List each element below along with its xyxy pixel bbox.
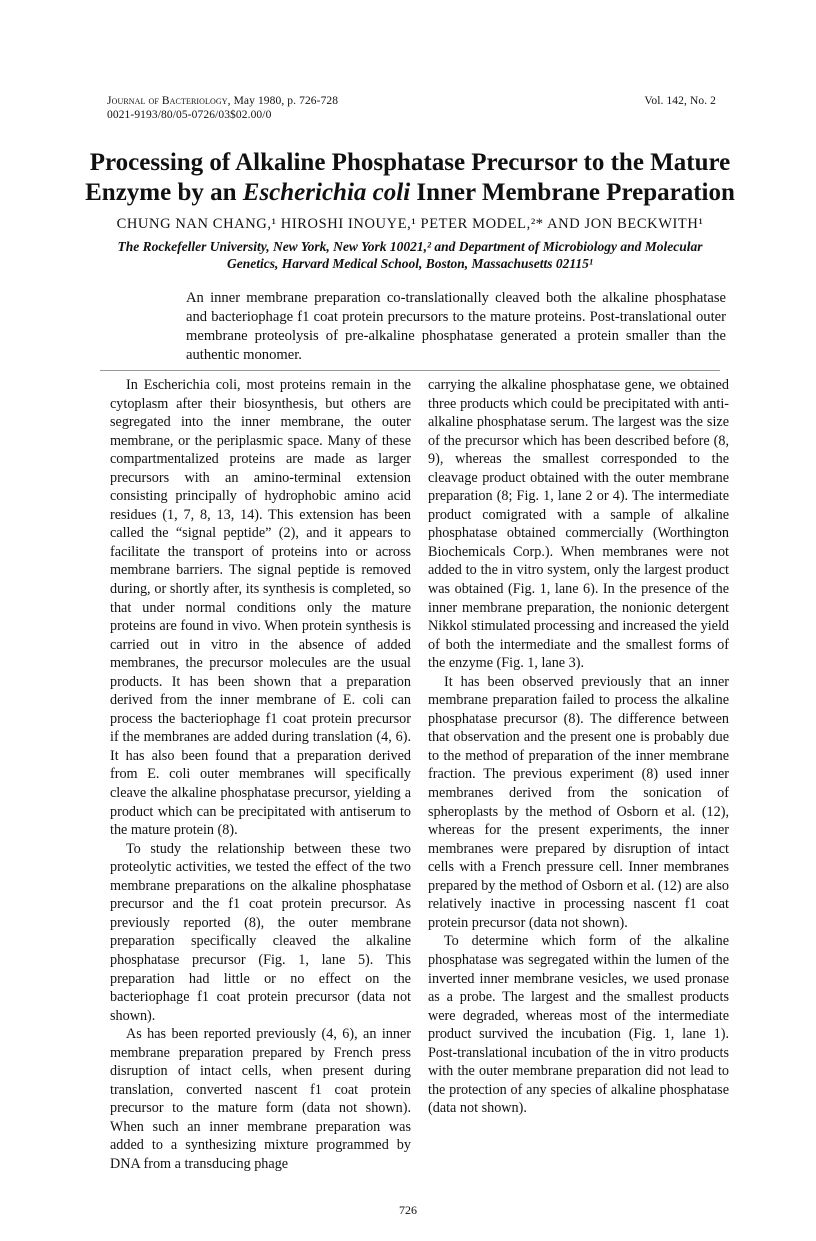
- article-code: 0021-9193/80/05-0726/03$02.00/0: [107, 109, 272, 121]
- paragraph: As has been reported previously (4, 6), an inner membrane preparation prepared by French press disruption of intact cells, when present during translation, converted nascent f1 coat protein precursor to the mature form (data not shown). When such an inner membrane preparation was added to a synthesizing mixture programmed by DNA from a transducing phage: [110, 1026, 411, 1172]
- paragraph: In Escherichia coli, most proteins remain in the cytoplasm after their biosynthesis, but others are segregated into the inner membrane, the outer membrane, or the periplasmic space. Many of these compartmentalized proteins are made as larger precursors with an amino-terminal extension consisting principally of hydrophobic amino acid residues (1, 7, 8, 13, 14). This extension has been called the “signal peptide” (2), and it appears to facilitate the transport of proteins into or across membrane barriers. The signal peptide is removed during, or shortly after, its synthesis is completed, so that under normal conditions only the mature proteins are found in vivo. When protein synthesis is carried out in vitro in the absence of added membranes, the precursor molecules are the usual products. It has been shown that a preparation derived from the inner membrane of E. coli can process the bacteriophage f1 coat protein precursor if the membranes are added during translation (4, 6). It has also been found that a preparation derived from E. coli outer membranes will specifically cleave the alkaline phosphatase precursor, yielding a product which can be precipitated with antiserum to the mature protein (8).: [110, 377, 411, 839]
- journal-name: Journal of Bacteriology: [107, 95, 228, 107]
- title-line-2: Enzyme by an Escherichia coli Inner Membrane Preparation: [85, 179, 735, 206]
- paragraph: carrying the alkaline phosphatase gene, we obtained three products which could be precipitated with anti-alkaline phosphatase serum. The largest was the size of the precursor which has been described before (8, 9), whereas the smallest corresponded to the cleavage product obtained with the outer membrane preparation (8; Fig. 1, lane 2 or 4). The intermediate product comigrated with a sample of alkaline phosphatase obtained commercially (Worthington Biochemicals Corp.). When membranes were not added to the in vitro system, only the largest product was obtained (Fig. 1, lane 6). In the presence of the inner membrane preparation, the nonionic detergent Nikkol stimulated processing and increased the yield of both the intermediate and the smallest forms of the enzyme (Fig. 1, lane 3).: [428, 377, 729, 672]
- issue-date: , May 1980, p. 726-728: [227, 95, 339, 107]
- page-number: 726: [399, 1203, 417, 1217]
- running-header: [107, 94, 338, 122]
- article-title: [60, 148, 760, 208]
- author-list: CHUNG NAN CHANG,¹ HIROSHI INOUYE,¹ PETER MODEL,²* AND JON BECKWITH¹: [116, 216, 704, 232]
- affiliations: The Rockefeller University, New York, New York 10021,² and Department of Microbiology and Molecular Genetics, Harvard Medical School, Boston, Massachusetts 02115¹: [117, 239, 703, 271]
- abstract: An inner membrane preparation co-translationally cleaved both the alkaline phosphatase and bacteriophage f1 coat protein precursors to the mature proteins. Post-translational outer membrane proteolysis of pre-alkaline phosphatase generated a protein smaller than the authentic monomer.: [186, 290, 726, 363]
- paragraph: To study the relationship between these two proteolytic activities, we tested the effect of the two membrane preparations on the alkaline phosphatase precursor and the f1 coat protein precursor. As previously reported (8), the outer membrane preparation specifically cleaved the alkaline phosphatase precursor (Fig. 1, lane 5). This preparation had little or no effect on the bacteriophage f1 coat protein precursor (data not shown).: [110, 840, 411, 1024]
- paragraph: It has been observed previously that an inner membrane preparation failed to process the alkaline phosphatase precursor (8). The difference between that observation and the present one is probably due to the method of preparation of the inner membrane fraction. The previous experiment (8) used inner membranes derived from the sonication of spheroplasts by the method of Osborn et al. (12), whereas for the present experiments, the inner membranes were prepared by disruption of intact cells with a French pressure cell. Inner membranes prepared by the method of Osborn et al. (12) are also relatively inactive in processing nascent f1 coat protein precursor (data not shown).: [428, 673, 729, 931]
- volume-label: Vol. 142, No. 2: [644, 95, 716, 107]
- section-divider: [100, 370, 720, 371]
- body-column-left: [110, 376, 411, 1174]
- body-column-right: [428, 376, 729, 1118]
- title-line-1: Processing of Alkaline Phosphatase Precursor to the Mature: [89, 149, 731, 176]
- title-species: Escherichia coli: [242, 179, 411, 206]
- paragraph: To determine which form of the alkaline phosphatase was segregated within the lumen of the inverted inner membrane vesicles, we used pronase as a probe. The largest and the smallest products were degraded, whereas most of the intermediate product survived the incubation (Fig. 1, lane 1). Post-translational incubation of the in vitro products with the outer membrane preparation did not lead to the protection of any species of alkaline phosphatase (data not shown).: [428, 933, 729, 1117]
